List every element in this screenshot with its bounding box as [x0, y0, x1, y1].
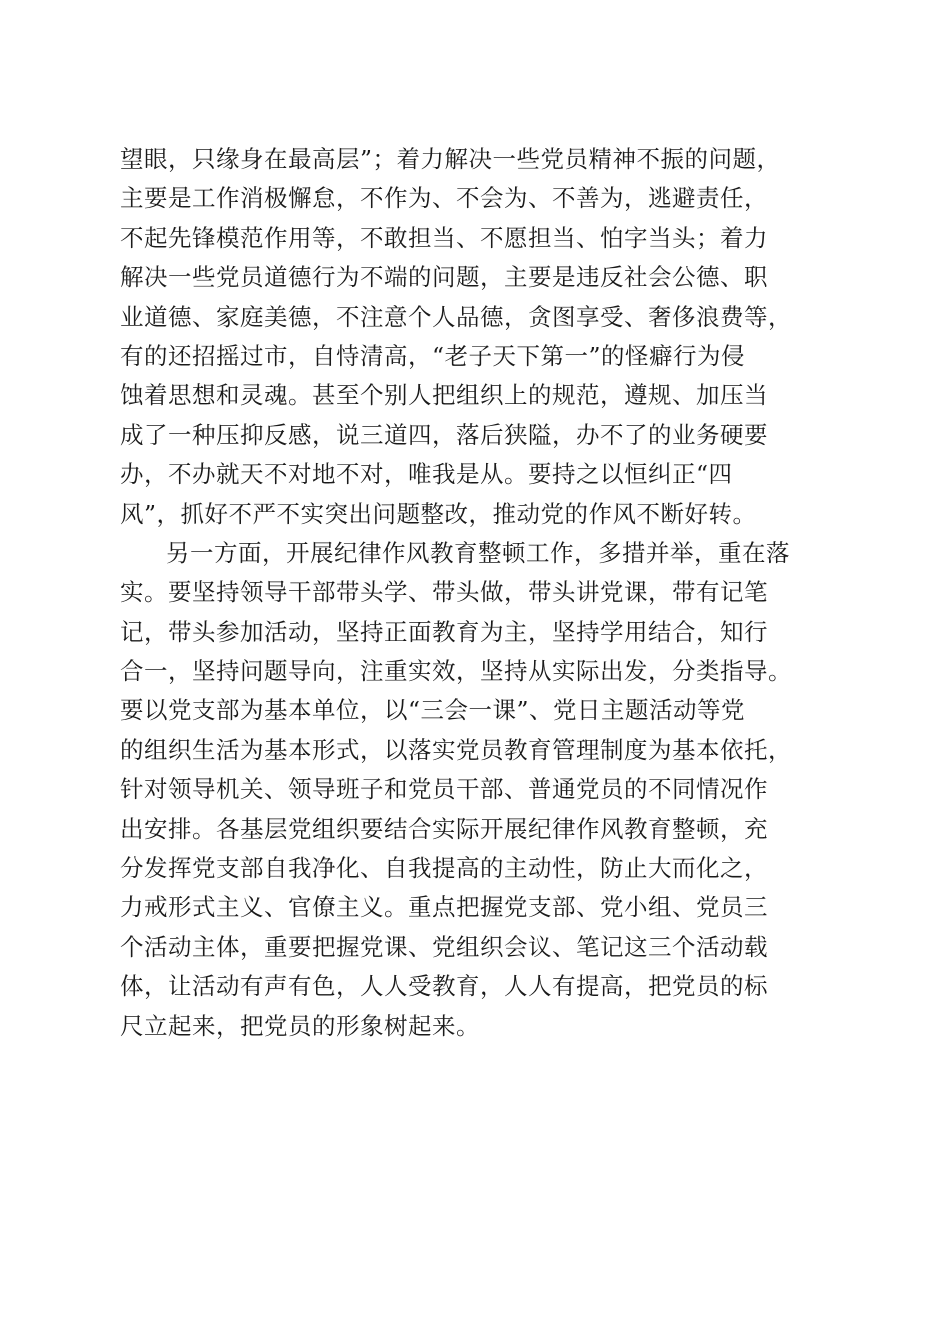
text-line: 尺立起来，把党员的形象树起来。: [120, 1011, 480, 1040]
text-line: 成了一种压抑反感，说三道四，落后狭隘，办不了的业务硬要: [120, 420, 768, 449]
text-line: 有的还招摇过市，自恃清高，“老子天下第一”的怪癖行为侵: [120, 341, 746, 370]
text-line: 实。要坚持领导干部带头学、带头做，带头讲党课，带有记笔: [120, 578, 768, 607]
text-line: 要以党支部为基本单位，以“三会一课”、党日主题活动等党: [120, 696, 746, 725]
text-line: 出安排。各基层党组织要结合实际开展纪律作风教育整顿，充: [120, 814, 768, 843]
text-line: 合一，坚持问题导向，注重实效，坚持从实际出发，分类指导。: [120, 657, 792, 686]
text-line: 风”，抓好不严不实突出问题整改，推动党的作风不断好转。: [120, 499, 757, 528]
document-body: [120, 140, 840, 1046]
paragraph-1: [120, 140, 840, 534]
text-line: 解决一些党员道德行为不端的问题，主要是违反社会公德、职: [120, 263, 768, 292]
text-line: 的组织生活为基本形式，以落实党员教育管理制度为基本依托，: [120, 735, 792, 764]
paragraph-2: [120, 534, 840, 1046]
text-line: 主要是工作消极懈怠，不作为、不会为、不善为，逃避责任，: [120, 184, 768, 213]
text-line: 个活动主体，重要把握党课、党组织会议、笔记这三个活动载: [120, 932, 768, 961]
text-line: 办，不办就天不对地不对，唯我是从。要持之以恒纠正“四: [120, 460, 733, 489]
text-line: 体，让活动有声有色，人人受教育，人人有提高，把党员的标: [120, 972, 768, 1001]
text-line: 不起先锋模范作用等，不敢担当、不愿担当、怕字当头；着力: [120, 223, 768, 252]
text-line: 业道德、家庭美德，不注意个人品德，贪图享受、奢侈浪费等，: [120, 302, 792, 331]
text-line: 记，带头参加活动，坚持正面教育为主，坚持学用结合，知行: [120, 617, 768, 646]
text-line: 另一方面，开展纪律作风教育整顿工作，多措并举，重在落: [166, 538, 790, 567]
text-line: 针对领导机关、领导班子和党员干部、普通党员的不同情况作: [120, 775, 768, 804]
text-line: 蚀着思想和灵魂。甚至个别人把组织上的规范，遵规、加压当: [120, 381, 768, 410]
text-line: 力戒形式主义、官僚主义。重点把握党支部、党小组、党员三: [120, 893, 768, 922]
text-line: 分发挥党支部自我净化、自我提高的主动性，防止大而化之，: [120, 854, 768, 883]
text-line: 望眼，只缘身在最高层”；着力解决一些党员精神不振的问题，: [120, 145, 781, 173]
